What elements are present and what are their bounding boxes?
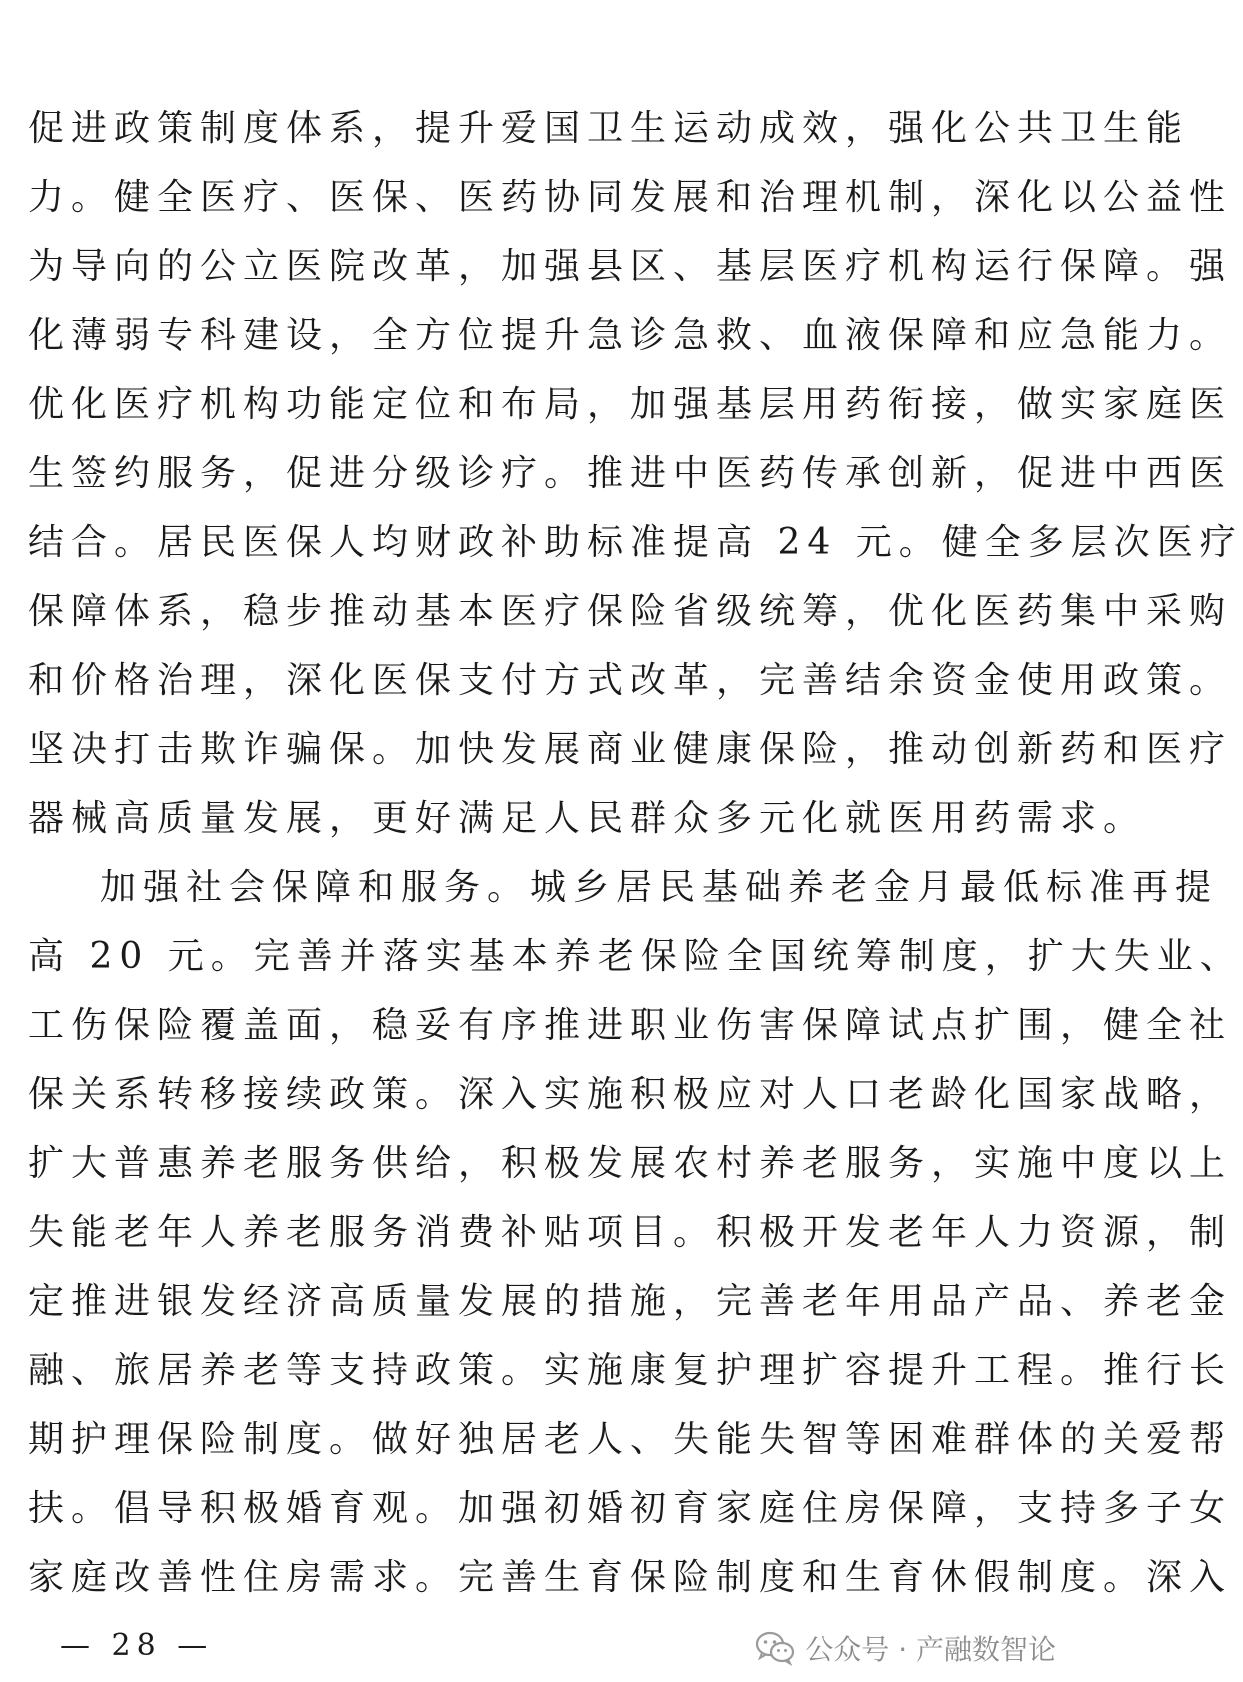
paragraph-first-line: 加强社会保障和服务。城乡居民基础养老金月最低标准再提 — [100, 867, 1219, 908]
text-line: 器械高质量发展，更好满足人民群众多元化就医用药需求。 — [28, 798, 1147, 839]
wechat-icon — [755, 1631, 795, 1665]
body-text — [28, 94, 1243, 1612]
text-line: 失能老年人养老服务消费补贴项目。积极开发老年人力资源，制 — [28, 1212, 1233, 1253]
text-line: 化薄弱专科建设，全方位提升急诊急救、血液保障和应急能力。 — [28, 315, 1233, 356]
text-line: 定推进银发经济高质量发展的措施，完善老年用品产品、养老金 — [28, 1281, 1233, 1322]
watermark-text: 公众号 · 产融数智论 — [805, 1633, 1056, 1666]
text-line: 为导向的公立医院改革，加强县区、基层医疗机构运行保障。强 — [28, 246, 1233, 287]
text-line: 力。健全医疗、医保、医药协同发展和治理机制，深化以公益性 — [28, 177, 1233, 218]
text-line: 保关系转移接续政策。深入实施积极应对人口老龄化国家战略， — [28, 1074, 1233, 1115]
text-line: 结合。居民医保人均财政补助标准提高 24 元。健全多层次医疗 — [28, 522, 1243, 563]
text-line: 家庭改善性住房需求。完善生育保险制度和生育休假制度。深入 — [28, 1557, 1233, 1598]
text-line: 和价格治理，深化医保支付方式改革，完善结余资金使用政策。 — [28, 660, 1233, 701]
text-line: 保障体系，稳步推动基本医疗保险省级统筹，优化医药集中采购 — [28, 591, 1233, 632]
text-line: 融、旅居养老等支持政策。实施康复护理扩容提升工程。推行长 — [28, 1350, 1233, 1391]
text-line: 生签约服务，促进分级诊疗。推进中医药传承创新，促进中西医 — [28, 453, 1233, 494]
watermark — [755, 1628, 1056, 1668]
text-line: 期护理保险制度。做好独居老人、失能失智等困难群体的关爱帮 — [28, 1419, 1233, 1460]
text-line: 扶。倡导积极婚育观。加强初婚初育家庭住房保障，支持多子女 — [28, 1488, 1233, 1529]
text-line: 优化医疗机构功能定位和布局，加强基层用药衔接，做实家庭医 — [28, 384, 1233, 425]
text-line: 高 20 元。完善并落实基本养老保险全国统筹制度，扩大失业、 — [28, 936, 1243, 977]
page-number: — 28 — — [60, 1628, 214, 1663]
text-line: 促进政策制度体系，提升爱国卫生运动成效，强化公共卫生能 — [28, 108, 1190, 149]
text-line: 工伤保险覆盖面，稳妥有序推进职业伤害保障试点扩围，健全社 — [28, 1005, 1233, 1046]
text-line: 扩大普惠养老服务供给，积极发展农村养老服务，实施中度以上 — [28, 1143, 1233, 1184]
text-line: 坚决打击欺诈骗保。加快发展商业健康保险，推动创新药和医疗 — [28, 729, 1233, 770]
